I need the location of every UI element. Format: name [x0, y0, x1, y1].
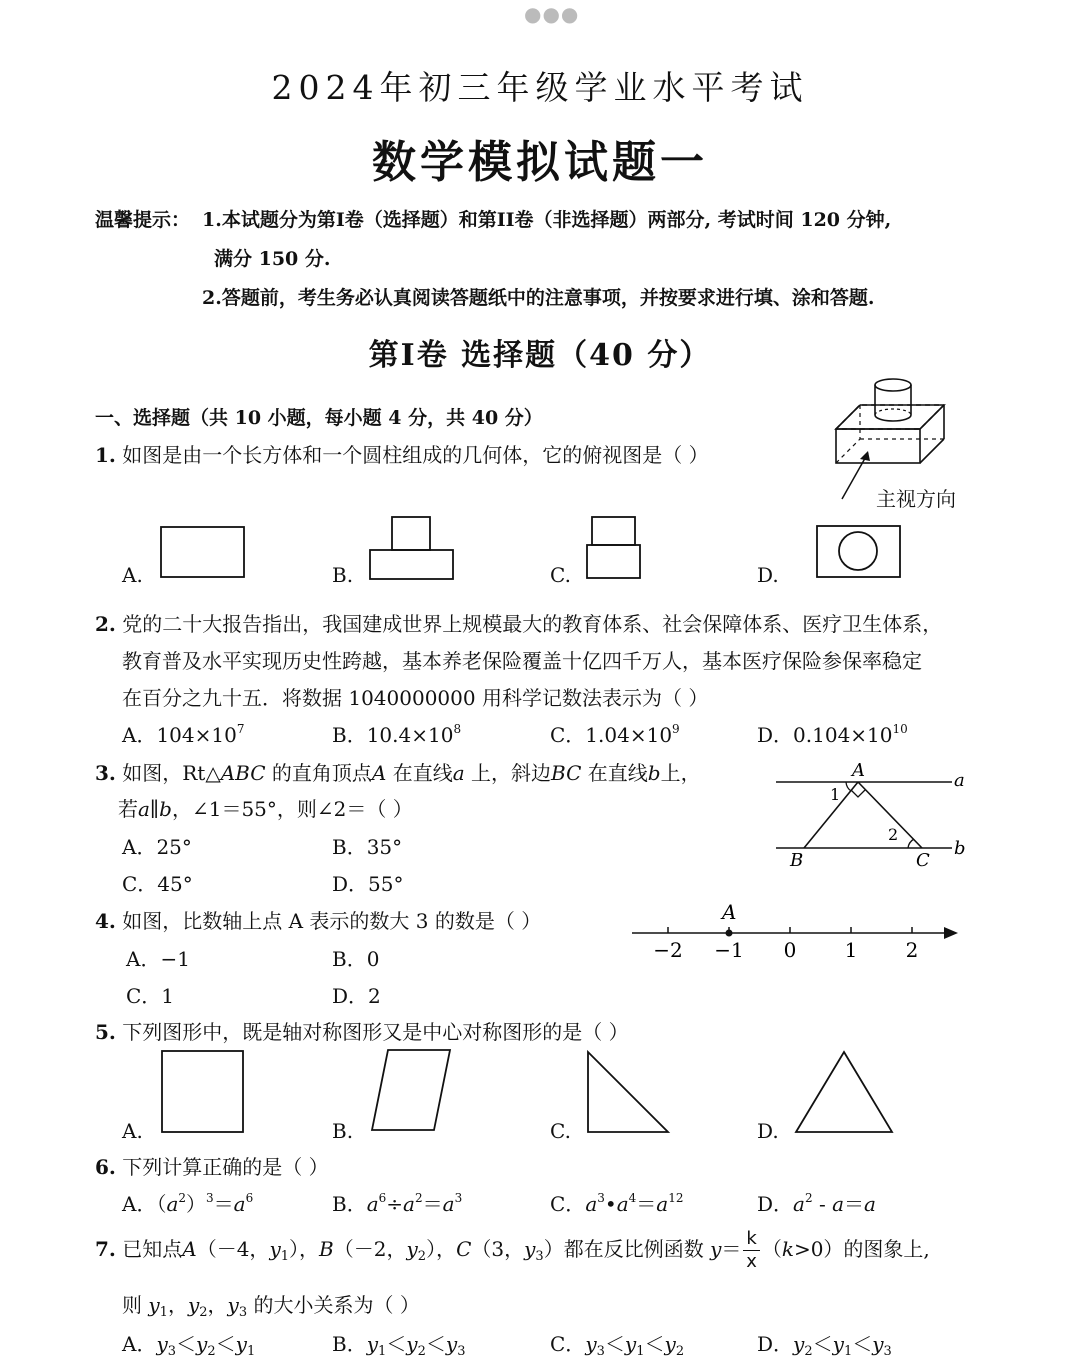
- q2-option-b[interactable]: B．$10.4\times 10^8$: [332, 722, 462, 747]
- angle-1-label: 1: [830, 785, 841, 804]
- axis-tick-label: −2: [653, 938, 683, 962]
- question-5: 5. 下列图形中，既是轴对称图形又是中心对称图形的是（ ）: [95, 1020, 629, 1044]
- q4-option-b[interactable]: B．0: [332, 947, 380, 971]
- q3-option-d[interactable]: D．55°: [332, 872, 404, 896]
- q1-shape-d: [816, 525, 902, 579]
- window-menu-dots[interactable]: ●●●: [524, 2, 580, 26]
- point-C-label: C: [916, 850, 930, 871]
- q5-option-a[interactable]: A.: [122, 1119, 143, 1143]
- q1-shape-c: [586, 516, 642, 580]
- question-number: 1.: [95, 443, 116, 467]
- note-2: 2.答题前，考生务必认真阅读答题纸中的注意事项，并按要求进行填、涂和答题.: [202, 287, 875, 309]
- q5-option-c[interactable]: C.: [550, 1119, 571, 1143]
- exam-subtitle: 数学模拟试题一: [372, 137, 708, 188]
- question-2: [95, 608, 942, 637]
- q1-option-c[interactable]: C.: [550, 563, 571, 587]
- point-A-label: A: [852, 760, 865, 781]
- question-text: 党的二十大报告指出，我国建成世界上规模最大的教育体系、社会保障体系、医疗卫生体系，: [122, 612, 943, 636]
- question-7-line2: 则 $y_1$，$y_2$，$y_3$ 的大小关系为（ ）: [122, 1293, 420, 1320]
- q1-option-b[interactable]: B.: [332, 563, 354, 587]
- fraction-k-over-x: $\frac{k}{x}$: [743, 1228, 759, 1273]
- axis-tick-label: 1: [844, 938, 858, 962]
- question-2-line2: 教育普及水平实现历史性跨越，基本养老保险覆盖十亿四千万人，基本医疗保险参保率稳定: [122, 649, 922, 673]
- question-7: 7. 已知点A（－4，$y_1$），B（－2，$y_2$），C（3，$y_3$）都在反比例函数 y＝ $\frac{k}{x}$ （k>0）的图象上,: [95, 1228, 930, 1272]
- q7-option-b[interactable]: B．$y_1<y_2<y_3$: [332, 1332, 466, 1359]
- view-direction-label: 主视方向: [876, 487, 956, 511]
- q2-option-a[interactable]: A．$104\times 10^7$: [122, 722, 245, 747]
- axis-tick-label: 2: [905, 938, 919, 962]
- question-3: 3. 如图，Rt△ABC 的直角顶点A 在直线a 上，斜边BC 在直线b上，: [95, 761, 701, 785]
- q1-shape-a: [160, 526, 246, 578]
- question-3-line2: 若a∥b，∠1＝55°，则∠2＝（ ）: [118, 797, 413, 821]
- q2-option-c[interactable]: C．$1.04\times 10^9$: [550, 722, 680, 747]
- note-1-cont: 满分 150 分.: [214, 248, 331, 270]
- q3-option-a[interactable]: A．25°: [122, 835, 192, 859]
- notes-label: 温馨提示：: [95, 209, 191, 231]
- q6-option-a[interactable]: A．$(a^2)^3=a^6$: [122, 1191, 254, 1216]
- q5-option-b[interactable]: B.: [332, 1119, 354, 1143]
- q5-square: [161, 1050, 245, 1134]
- q5-right-triangle: [586, 1050, 672, 1134]
- q5-option-d[interactable]: D.: [757, 1119, 779, 1143]
- exam-title: 2024年初三年级学业水平考试: [271, 68, 809, 107]
- point-A-label: A: [722, 900, 737, 924]
- question-2-line3: 在百分之九十五．将数据 1040000000 用科学记数法表示为（ ）: [122, 686, 709, 710]
- q6-option-c[interactable]: C．$a^3•a^4=a^{12}$: [550, 1191, 684, 1216]
- q5-parallelogram: [370, 1048, 454, 1132]
- q6-option-d[interactable]: D．$a^2 - a=a$: [757, 1191, 876, 1216]
- axis-tick-label: −1: [714, 938, 744, 962]
- q4-option-a[interactable]: A．−1: [126, 947, 190, 971]
- angle-2-label: 2: [888, 825, 899, 844]
- section-title: 第I卷 选择题（40 分）: [368, 338, 712, 373]
- q1-shape-b: [369, 516, 455, 580]
- q7-option-c[interactable]: C．$y_3<y_1<y_2$: [550, 1332, 685, 1359]
- q4-option-d[interactable]: D．2: [332, 984, 381, 1008]
- q4-option-c[interactable]: C．1: [126, 984, 175, 1008]
- q7-option-a[interactable]: A．$y_3<y_2<y_1$: [122, 1332, 256, 1359]
- question-4: 4. 如图，比数轴上点 A 表示的数大 3 的数是（ ）: [95, 909, 542, 933]
- line-a-label: a: [954, 770, 965, 791]
- note-1: 1.本试题分为第I卷（选择题）和第II卷（非选择题）两部分, 考试时间 120 分钟,: [202, 209, 892, 231]
- question-text: 如图是由一个长方体和一个圆柱组成的几何体，它的俯视图是（ ）: [122, 443, 709, 467]
- q1-option-a[interactable]: A.: [122, 563, 143, 587]
- q3-triangle-figure: [770, 760, 980, 875]
- axis-tick-label: 0: [783, 938, 797, 962]
- q3-option-b[interactable]: B．35°: [332, 835, 403, 859]
- question-6: 6. 下列计算正确的是（ ）: [95, 1155, 329, 1179]
- question-1: [95, 439, 709, 468]
- q5-equilateral-triangle: [794, 1050, 894, 1134]
- q4-number-line: [628, 895, 963, 970]
- q1-option-d[interactable]: D.: [757, 563, 779, 587]
- q3-option-c[interactable]: C．45°: [122, 872, 193, 896]
- point-B-label: B: [790, 850, 804, 871]
- question-number: 2.: [95, 612, 116, 636]
- part-heading: 一、选择题（共 10 小题，每小题 4 分，共 40 分）: [95, 407, 543, 429]
- q7-option-d[interactable]: D．$y_2<y_1<y_3$: [757, 1332, 892, 1359]
- q2-option-d[interactable]: D．$0.104\times 10^{10}$: [757, 722, 908, 747]
- point-A-dot: [726, 930, 733, 937]
- line-b-label: b: [954, 838, 966, 859]
- q6-option-b[interactable]: B．$a^6\div a^2=a^3$: [332, 1191, 463, 1216]
